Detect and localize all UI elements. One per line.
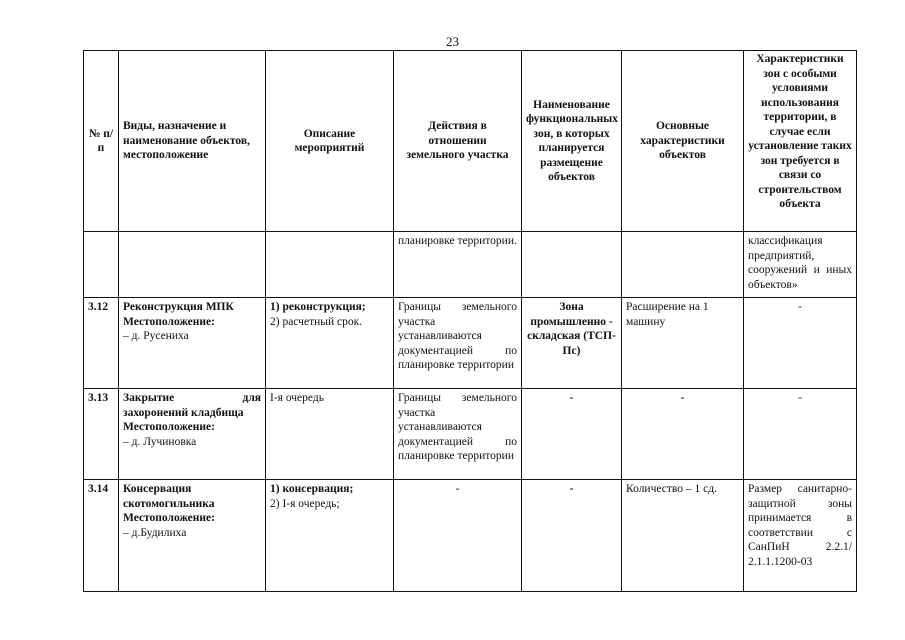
cell-zone: - — [522, 480, 622, 592]
cell-num: 3.12 — [84, 298, 119, 389]
cell-num: 3.13 — [84, 389, 119, 480]
cell-description — [266, 480, 394, 592]
header-description: Описание мероприятий — [266, 51, 394, 232]
header-characteristics: Основные характеристики объектов — [622, 51, 744, 232]
header-special-zones: Характеристики зон с особыми условиями использования территории, в случае если установление таких зон требуется в связи со строительством объекта — [744, 51, 857, 232]
location-label: Местоположение: — [123, 512, 215, 524]
header-zones: Наименование функциональных зон, в которых планируется размещение объектов — [522, 51, 622, 232]
header-types: Виды, назначение и наименование объектов, местоположение — [119, 51, 266, 232]
cell-types — [119, 389, 266, 480]
cell-special: - — [744, 298, 857, 389]
table-row — [84, 232, 857, 298]
description-line: 2) I-я очередь; — [270, 497, 340, 510]
location-label: Местоположение: — [123, 421, 215, 433]
cell-types — [119, 480, 266, 592]
cell-num — [84, 232, 119, 298]
location-value: – д. Русениха — [123, 330, 189, 342]
cell-special: Размер санитарно-защитной зоны принимается в соответствии с СанПиН 2.2.1/ 2.1.1.1200-03 — [744, 480, 857, 592]
cell-num: 3.14 — [84, 480, 119, 592]
object-name: Консервация скотомогильника — [123, 483, 215, 510]
location-value: – д. Лучиновка — [123, 435, 197, 448]
description-line: 1) консервация; — [270, 483, 354, 495]
cell-characteristics: Количество – 1 сд. — [622, 480, 744, 592]
object-name: Реконструкция МПК — [123, 301, 234, 313]
page-number: 23 — [446, 34, 459, 49]
cell-actions: Границы земельного участка устанавливаются документацией по планировке территории — [394, 389, 522, 480]
object-name: Закрытие для захоронений кладбища — [123, 392, 261, 419]
measures-table — [83, 50, 857, 592]
cell-characteristics: Расширение на 1 машину — [622, 298, 744, 389]
table-row — [84, 389, 857, 480]
description-line: 2) расчетный срок. — [270, 315, 363, 328]
cell-description — [266, 232, 394, 298]
cell-zone — [522, 232, 622, 298]
header-num: № п/п — [84, 51, 119, 232]
cell-zone: - — [522, 389, 622, 480]
cell-special: - — [744, 389, 857, 480]
description-line: 1) реконструкция; — [270, 301, 366, 313]
cell-description — [266, 389, 394, 480]
cell-zone: Зона промышленно - складская (ТСП-Пс) — [522, 298, 622, 389]
location-label: Местоположение: — [123, 315, 215, 328]
cell-description — [266, 298, 394, 389]
cell-actions: Границы земельного участка устанавливаются документацией по планировке территории — [394, 298, 522, 389]
table-row — [84, 480, 857, 592]
cell-characteristics — [622, 232, 744, 298]
header-row — [84, 51, 857, 232]
location-value: – д.Будилиха — [123, 526, 187, 539]
cell-special: классификация предприятий, сооружений и иных объектов» — [744, 232, 857, 298]
cell-actions: планировке территории. — [394, 232, 522, 298]
cell-types — [119, 298, 266, 389]
cell-characteristics: - — [622, 389, 744, 480]
header-actions: Действия в отношении земельного участка — [394, 51, 522, 232]
cell-actions: - — [394, 480, 522, 592]
table-row — [84, 298, 857, 389]
cell-types — [119, 232, 266, 298]
description-line: I-я очередь — [270, 392, 324, 404]
